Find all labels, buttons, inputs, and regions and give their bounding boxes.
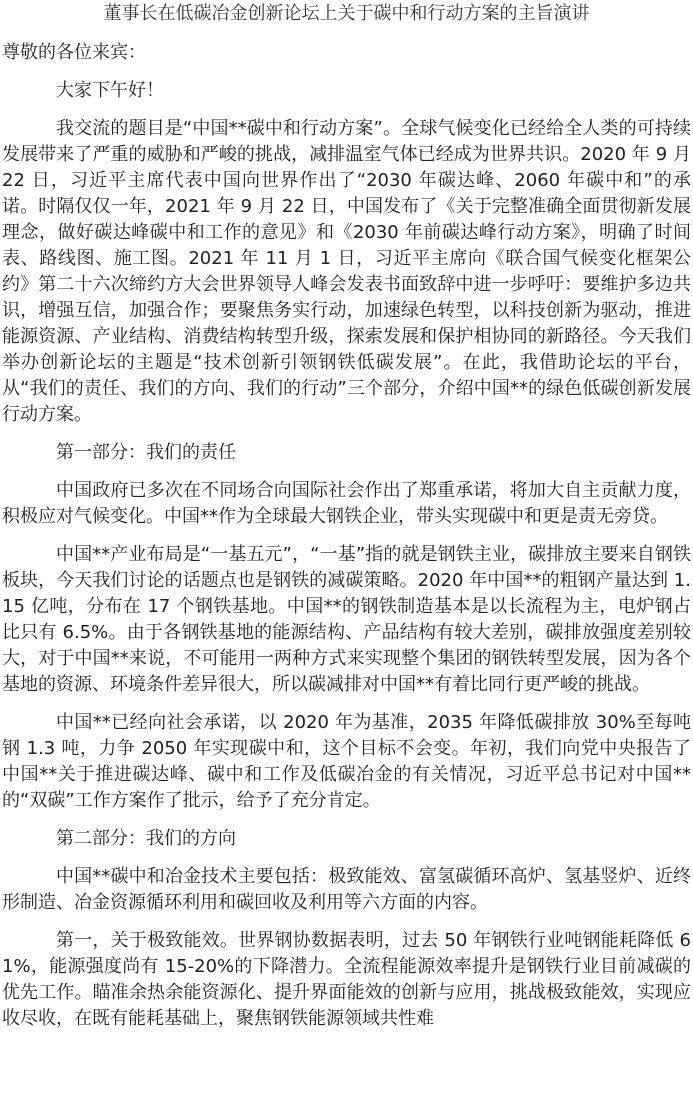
document-title: 董事长在低碳冶金创新论坛上关于碳中和行动方案的主旨演讲 — [103, 3, 590, 24]
salutation: 尊敬的各位来宾： — [2, 42, 146, 63]
paragraph-emission-target: 中国**已经向社会承诺，以 2020 年为基准，2035 年降低碳排放 30%至每吨钢 1.3 吨，力争 2050 年实现碳中和，这个目标不会变。年初，我们向党中央报告了中国**关于推进碳达峰、碳中和工作及低碳冶金的有关情况，习近平总书记对中国**的“双碳”工作方案作了批示，给予了充分肯定。 — [2, 712, 691, 811]
paragraph-industry-layout: 中国**产业布局是“一基五元”，“一基”指的就是钢铁主业，碳排放主要来自钢铁板块，今天我们讨论的话题点也是钢铁的减碳策略。2020 年中国**的粗钢产量达到 1.15 亿吨，分布在 17 个钢铁基地。中国**的钢铁制造基本是以长流程为主，电炉钢占比只有 6.5%。由于各钢铁基地的能源结构、产品结构有较大差别，碳排放强度差别较大，对于中国**来说，不可能用一两种方式来实现整个集团的钢铁转型发展，因为各个基地的资源、环境条件差异很大，所以碳减排对中国**有着比同行更严峻的挑战。 — [2, 544, 691, 695]
paragraph-greeting: 大家下午好！ — [56, 80, 164, 101]
paragraph-introduction: 我交流的题目是“中国**碳中和行动方案”。全球气候变化已经给全人类的可持续发展带来了严重的威胁和严峻的挑战，减排温室气体已经成为世界共识。2020 年 9 月 22 日，习近平主席代表中国向世界作出了“2030 年碳达峰、2060 年碳中和”的承诺。时隔仅仅一年，2021 年 9 月 22 日，中国发布了《关于完整准确全面贯彻新发展理念，做好碳达峰碳中和工作的意见》和《2030 年前碳达峰行动方案》，明确了时间表、路线图、施工图。2021 年 11 月 1 日，习近平主席向《联合国气候变化框架公约》第二十六次缔约方大会世界领导人峰会发表书面致辞中进一步呼吁：要维护多边共识，增强互信，加强合作；要聚焦务实行动，加速绿色转型，以科技创新为驱动，推进能源资源、产业结构、消费结构转型升级，探索发展和保护相协同的新路径。今天我们举办创新论坛的主题是“技术创新引领钢铁低碳发展”。在此，我借助论坛的平台，从“我们的责任、我们的方向、我们的行动”三个部分，介绍中国**的绿色低碳创新发展行动方案。 — [2, 118, 691, 425]
paragraph-technology-overview: 中国**碳中和冶金技术主要包括：极致能效、富氢碳循环高炉、氢基竖炉、近终形制造、冶金资源循环利用和碳回收及利用等六方面的内容。 — [2, 866, 691, 913]
section-heading-direction: 第二部分：我们的方向 — [56, 828, 236, 849]
paragraph-government-commitment: 中国政府已多次在不同场合向国际社会作出了郑重承诺，将加大自主贡献力度，积极应对气候变化。中国**作为全球最大钢铁企业，带头实现碳中和更是责无旁贷。 — [2, 480, 691, 527]
section-heading-responsibility: 第一部分：我们的责任 — [56, 442, 236, 463]
paragraph-energy-efficiency: 第一，关于极致能效。世界钢协数据表明，过去 50 年钢铁行业吨钢能耗降低 61%，能源强度尚有 15-20%的下降潜力。全流程能源效率提升是钢铁行业目前减碳的优先工作。瞄准余热余能资源化、提升界面能效的创新与应用，挑战极致能效，实现应收尽收，在既有能耗基础上，聚焦钢铁能源领域共性难 — [2, 930, 691, 1029]
